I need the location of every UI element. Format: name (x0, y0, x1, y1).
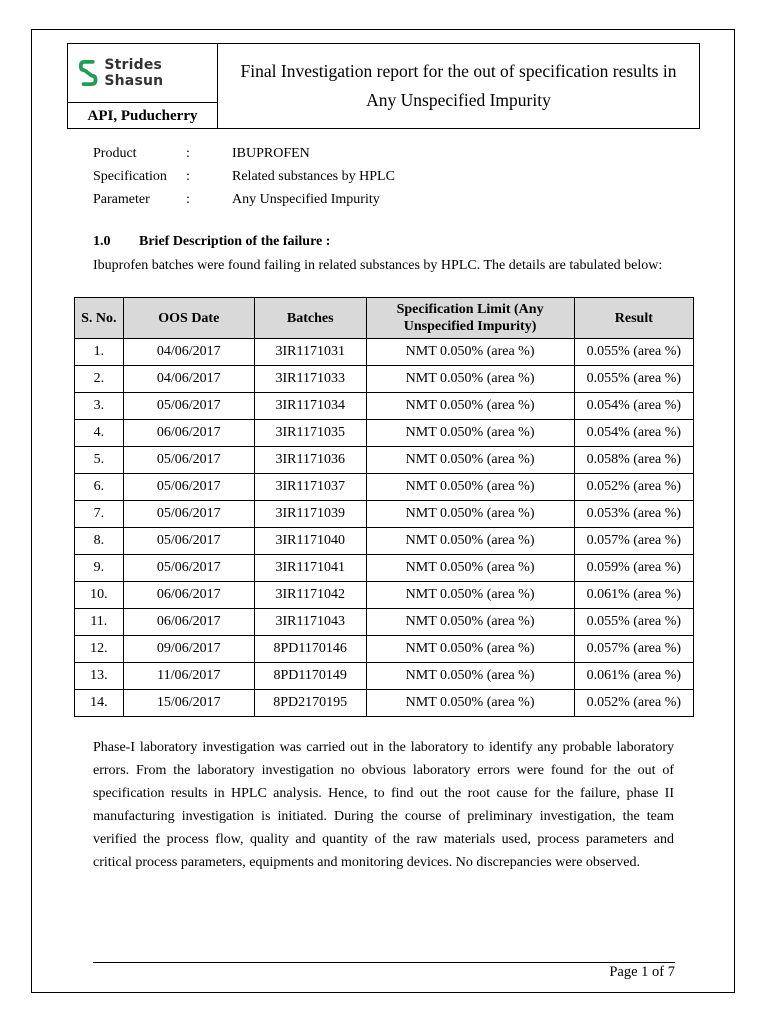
meta-value: Any Unspecified Impurity (232, 192, 380, 207)
cell-sno: 9. (75, 555, 124, 582)
table-row (75, 366, 694, 393)
section-number: 1.0 (93, 234, 111, 249)
table-row (75, 690, 694, 717)
cell-result: 0.057% (area %) (574, 528, 693, 555)
cell-batch: 3IR1171031 (254, 339, 366, 366)
section-title: Brief Description of the failure : (139, 234, 331, 249)
meta-value: Related substances by HPLC (232, 169, 395, 184)
cell-oos-date: 05/06/2017 (123, 393, 254, 420)
cell-batch: 3IR1171041 (254, 555, 366, 582)
cell-result: 0.054% (area %) (574, 420, 693, 447)
cell-batch: 3IR1171033 (254, 366, 366, 393)
cell-oos-date: 05/06/2017 (123, 555, 254, 582)
header-spec-limit: Specification Limit (Any Unspecified Impurity) (366, 298, 574, 339)
logo-text: Strides Shasun (104, 57, 164, 89)
cell-spec-limit: NMT 0.050% (area %) (366, 339, 574, 366)
cell-result: 0.061% (area %) (574, 663, 693, 690)
meta-label: Product (93, 146, 137, 161)
table-row (75, 393, 694, 420)
cell-sno: 8. (75, 528, 124, 555)
cell-spec-limit: NMT 0.050% (area %) (366, 420, 574, 447)
cell-oos-date: 04/06/2017 (123, 339, 254, 366)
cell-batch: 3IR1171037 (254, 474, 366, 501)
cell-batch: 8PD1170149 (254, 663, 366, 690)
cell-oos-date: 06/06/2017 (123, 609, 254, 636)
cell-sno: 4. (75, 420, 124, 447)
cell-batch: 8PD1170146 (254, 636, 366, 663)
cell-result: 0.059% (area %) (574, 555, 693, 582)
cell-oos-date: 11/06/2017 (123, 663, 254, 690)
cell-result: 0.057% (area %) (574, 636, 693, 663)
cell-spec-limit: NMT 0.050% (area %) (366, 393, 574, 420)
table-row (75, 582, 694, 609)
header-oos-date: OOS Date (123, 298, 254, 339)
table-row (75, 609, 694, 636)
cell-sno: 6. (75, 474, 124, 501)
cell-sno: 2. (75, 366, 124, 393)
cell-spec-limit: NMT 0.050% (area %) (366, 690, 574, 717)
cell-oos-date: 09/06/2017 (123, 636, 254, 663)
meta-row-parameter (93, 188, 395, 211)
meta-label: Parameter (93, 192, 150, 207)
cell-result: 0.054% (area %) (574, 393, 693, 420)
cell-result: 0.052% (area %) (574, 474, 693, 501)
cell-result: 0.052% (area %) (574, 690, 693, 717)
table-row (75, 636, 694, 663)
report-header (67, 43, 700, 129)
cell-sno: 5. (75, 447, 124, 474)
cell-spec-limit: NMT 0.050% (area %) (366, 501, 574, 528)
meta-colon: : (186, 192, 190, 207)
header-sno: S. No. (75, 298, 124, 339)
table-row (75, 420, 694, 447)
meta-row-product (93, 142, 395, 165)
cell-oos-date: 05/06/2017 (123, 528, 254, 555)
cell-spec-limit: NMT 0.050% (area %) (366, 609, 574, 636)
table-row (75, 447, 694, 474)
table-row (75, 663, 694, 690)
investigation-paragraph: Phase-I laboratory investigation was carried out in the laboratory to identify any probable laboratory errors. From the laboratory investigation no obvious laboratory errors were found for the out of specification results in HPLC analysis. Hence, to find out the root cause for the failure, phase II manufacturing investigation is initiated. During the course of preliminary investigation, the team verified the process flow, quality and quantity of the raw materials used, process parameters and critical process parameters, equipments and monitoring devices. No discrepancies were observed. (93, 740, 674, 870)
header-result: Result (574, 298, 693, 339)
cell-oos-date: 15/06/2017 (123, 690, 254, 717)
cell-result: 0.055% (area %) (574, 609, 693, 636)
meta-label: Specification (93, 169, 167, 184)
cell-spec-limit: NMT 0.050% (area %) (366, 636, 574, 663)
header-batches: Batches (254, 298, 366, 339)
cell-oos-date: 06/06/2017 (123, 420, 254, 447)
cell-spec-limit: NMT 0.050% (area %) (366, 528, 574, 555)
report-title: Final Investigation report for the out of specification results in Any Unspecified Impurity (240, 61, 677, 110)
oos-results-table (74, 297, 694, 717)
cell-oos-date: 06/06/2017 (123, 582, 254, 609)
site-name: API, Puducherry (68, 102, 218, 129)
cell-sno: 14. (75, 690, 124, 717)
cell-spec-limit: NMT 0.050% (area %) (366, 447, 574, 474)
cell-result: 0.058% (area %) (574, 447, 693, 474)
cell-result: 0.053% (area %) (574, 501, 693, 528)
section-intro: Ibuprofen batches were found failing in related substances by HPLC. The details are tabulated below: (93, 258, 663, 273)
table-header-row (75, 298, 694, 339)
cell-sno: 10. (75, 582, 124, 609)
cell-batch: 3IR1171042 (254, 582, 366, 609)
table-row (75, 555, 694, 582)
cell-oos-date: 05/06/2017 (123, 474, 254, 501)
table-row (75, 339, 694, 366)
table-row (75, 528, 694, 555)
cell-sno: 11. (75, 609, 124, 636)
cell-batch: 3IR1171035 (254, 420, 366, 447)
cell-batch: 3IR1171043 (254, 609, 366, 636)
page-number: Page 1 of 7 (609, 964, 675, 980)
table-body (75, 339, 694, 717)
cell-sno: 1. (75, 339, 124, 366)
cell-sno: 7. (75, 501, 124, 528)
cell-spec-limit: NMT 0.050% (area %) (366, 663, 574, 690)
cell-oos-date: 05/06/2017 (123, 501, 254, 528)
cell-spec-limit: NMT 0.050% (area %) (366, 366, 574, 393)
footer-divider (93, 962, 675, 963)
table-row (75, 501, 694, 528)
cell-result: 0.055% (area %) (574, 339, 693, 366)
cell-batch: 8PD2170195 (254, 690, 366, 717)
strides-logo-icon (78, 57, 98, 89)
meta-value: IBUPROFEN (232, 146, 310, 161)
company-logo (68, 44, 218, 102)
cell-sno: 12. (75, 636, 124, 663)
product-details (93, 142, 395, 211)
cell-batch: 3IR1171034 (254, 393, 366, 420)
table-row (75, 474, 694, 501)
cell-spec-limit: NMT 0.050% (area %) (366, 582, 574, 609)
cell-batch: 3IR1171036 (254, 447, 366, 474)
meta-colon: : (186, 146, 190, 161)
meta-colon: : (186, 169, 190, 184)
meta-row-specification (93, 165, 395, 188)
cell-spec-limit: NMT 0.050% (area %) (366, 555, 574, 582)
section-heading (93, 234, 330, 250)
cell-result: 0.061% (area %) (574, 582, 693, 609)
cell-sno: 13. (75, 663, 124, 690)
cell-batch: 3IR1171040 (254, 528, 366, 555)
cell-oos-date: 05/06/2017 (123, 447, 254, 474)
cell-oos-date: 04/06/2017 (123, 366, 254, 393)
cell-spec-limit: NMT 0.050% (area %) (366, 474, 574, 501)
cell-result: 0.055% (area %) (574, 366, 693, 393)
cell-batch: 3IR1171039 (254, 501, 366, 528)
cell-sno: 3. (75, 393, 124, 420)
